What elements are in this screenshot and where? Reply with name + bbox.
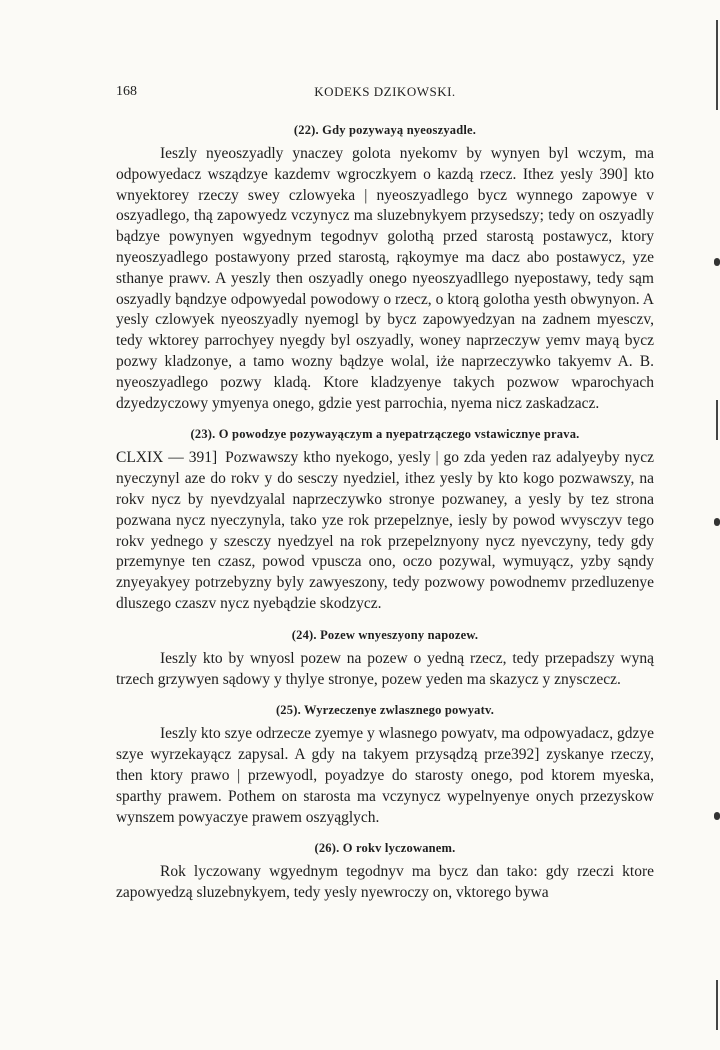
edge-mark xyxy=(714,258,720,266)
running-header xyxy=(116,84,654,106)
edge-mark xyxy=(714,518,720,526)
running-title: KODEKS DZIKOWSKI. xyxy=(314,84,456,99)
margin-line-number: CLXIX — 391] xyxy=(116,449,218,467)
section-paragraph: Ieszly kto by wnyosl pozew na pozew o yedną rzecz, tedy przepadszy wyną trzech grzywyen sądowy y thylye stronye, pozew yeden ma skazycz y znysczecz. xyxy=(116,649,654,688)
edge-line xyxy=(716,20,718,110)
section-paragraph: Ieszly kto szye odrzecze zyemye y wlasnego powyatv, ma odpowyadacz, gdzye szye wyrzekayącz zapysal. A gdy na takyem przysądzą prze392] zyskanye rzeczy, then ktory prawo | przewyodl, poyadzye do starosty onego, pod ktorem myeska, sparthy prawem. Pothem on starosta ma vczynycz wypelnyenye onych przezyskow wynszem powyaczye prawem oszyąglych. xyxy=(116,725,654,826)
edge-line xyxy=(716,980,718,1030)
edge-line xyxy=(716,400,718,440)
scan-edge-marks xyxy=(714,0,720,1050)
section-paragraph xyxy=(116,448,654,614)
section-paragraph: Ieszly nyeoszyadly ynaczey golota nyekomv by wynyen byl wczym, ma odpowyedacz wsządzye kazdemv wgroczkyem o kazdą rzecz. Ithez yesly 390] kto wnyektorey rzeczy swey czlowyeka | nyeoszyadlego bycz wynnego zapowye v oszyadlego, thą zapowyedz vczynycz ma sluzebnykyem przysedszy; tedy on oszyadly bądzye powynyen wgyednym tegodnyv golothą przed starostą postawycz, ktory nyeoszyadlego postawyony przed starostą, rąkoymye ma dacz abo postawycz, yze sthanye prawv. A yeszly then oszyadly onego nyeoszyadllego nyepostawy, tedy sąm oszyadly bąndzye odpowyedal powodowy o rzecz, o ktorą golotha yesth obwynyon. A yesly czlowyek nyeoszyadly nyemogl by bycz zapowyedzyan na zadnem myesczv, tedy wktorey parrochyey nyegdy byl oszyadly, woney naprzeczyw yemv mayą bycz pozwy kladzonye, a tamo wozny bądzye wolal, iże naprzeczywko takyemv A. B. nyeoszyadlego pozwy kladą. Ktore kladzyenye takych pozwow wparochyach dzyedzyczowy ymyenya onego, gdzie yest parrochia, nyema nicz zaskadzacz. xyxy=(116,145,654,412)
page-body xyxy=(116,120,654,914)
section-heading: (22). Gdy pozywayą nyeoszyadle. xyxy=(293,123,477,137)
section-paragraph: Rok lyczowany wgyednym tegodnyv ma bycz dan tako: gdy rzeczi ktore zapowyedzą sluzebnykyem, tedy yesly nyewroczy on, vktorego bywa xyxy=(116,863,654,902)
edge-mark xyxy=(714,812,720,820)
page-number: 168 xyxy=(116,84,137,99)
paragraph-text: Pozwawszy ktho nyekogo, yesly | go zda yeden raz adalyeyby nycz nyeczynyl aze do rokv y do sesczy nyedziel, ithez yesly by kto kogo pozwawszy, na rokv nycz by nyevdzyalal naprzeczywko stronye pozwaney, a yesly by tez strona pozwana nycz nyeczynyla, tako yze rok przepelznye, iesly by powod wvysczyv tego rokv yednego y szesczy nyedzyel na rok przepelznyony nycz nyevczyny, tedy gdy przemynye ten czasz, powod vpuscza ono, oczo pozywal, wymuyącz, yzby sąndy znyeyakyey potrzebyzny byly zawyeszony, tedy pozwowy powodnemv przedluzenye dluszego czaszv nycz nyebądzie skodzycz. xyxy=(116,449,654,612)
section-heading: (23). O powodzye pozywayączym a nyepatrzączego vstawicznye prava. xyxy=(190,427,580,442)
section-heading: (25). Wyrzeczenye zwlasznego powyatv. xyxy=(275,703,495,718)
section-heading: (24). Pozew wnyeszyony napozew. xyxy=(291,627,479,642)
section-heading: (26). O rokv lyczowanem. xyxy=(314,841,456,856)
